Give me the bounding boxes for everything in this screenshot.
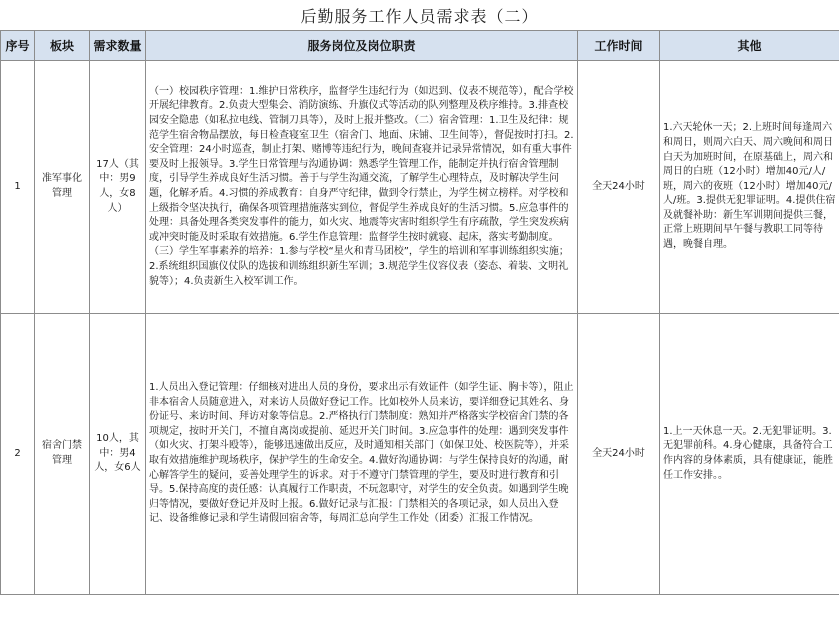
header-demand: 需求数量 (90, 31, 146, 61)
cell-duties[interactable]: （一）校园秩序管理：1.维护日常秩序，监督学生违纪行为（如迟到、仪表不规范等），配合学校开展纪律教育。2.负责大型集会、消防演练、升旗仪式等活动的队列整理及秩序维持。3.排查校园安全隐患（如私拉电线、管制刀具等），及时上报并整改。（二）宿舍管理：1.卫生及纪律：规范学生宿舍物品摆放，每日检查寝室卫生（宿舍门、地面、床铺、卫生间等），督促按时打扫。2.安全管理：24小时巡查，制止打架、赌博等违纪行为，晚间查寝并记录异常情况，如有重大事件要及时上报领导。3.学生日常管理与沟通协调：熟悉学生管理工作，能制定并执行宿舍管理制度，引导学生养成良好生活习惯。善于与学生沟通交流，了解学生心理特点，及时解决学生问题，化解矛盾。4.习惯的养成教育：自身严守纪律，做到令行禁止，为学生树立榜样。对学校和上级指令坚决执行，确保各项管理措施落实到位，督促学生养成良好的生活习惯。5.应急事件的处理：具备处理各类突发事件的能力，如火灾、地震等灾害时组织学生有序疏散，学生突发疾病或冲突时能及时采取有效措施。6.学生作息管理：监督学生按时就寝、起床，落实考勤制度。（三）学生军事素养的培养：1.参与学校“星火和青马团校”，学生的培训和军事训练组织实施；2.系统组织国旗仪仗队的选拔和训练组织新生军训；3.规范学生仪容仪表（姿态、着装、文明礼貌等）；4.负责新生入校军训工作。 (146, 61, 578, 314)
header-section: 板块 (35, 31, 90, 61)
cell-hours[interactable]: 全天24小时 (578, 314, 660, 595)
table-row (1, 61, 839, 314)
staff-demand-table (0, 30, 839, 595)
cell-section[interactable]: 准军事化管理 (35, 61, 90, 314)
sheet-title: 后勤服务工作人员需求表（二） (300, 6, 539, 26)
header-seq: 序号 (1, 31, 35, 61)
cell-seq[interactable]: 2 (1, 314, 35, 595)
header-duties: 服务岗位及岗位职责 (146, 31, 578, 61)
cell-demand[interactable]: 10人，其中：男4人，女6人 (90, 314, 146, 595)
cell-other[interactable]: 1.六天轮休一天；2.上班时间每逢周六和周日，则周六白天、周六晚间和周日白天为加班时间，在原基础上，周六和周日的白班（12小时）增加40元/人/班，周六的夜班（12小时）增加40元/人/班。3.提供无犯罪证明。4.提供住宿及就餐补助：新生军训期间提供三餐，正常上班期间早午餐与教职工同等待遇，晚餐自理。 (660, 61, 839, 314)
cell-section[interactable]: 宿舍门禁管理 (35, 314, 90, 595)
cell-other[interactable]: 1.上一天休息一天。2.无犯罪证明。3.无犯罪前科。4.身心健康，具备符合工作内容的身体素质，具有健康证，能胜任工作安排。。 (660, 314, 839, 595)
header-row (1, 31, 839, 61)
header-hours: 工作时间 (578, 31, 660, 61)
cell-seq[interactable]: 1 (1, 61, 35, 314)
table-row (1, 314, 839, 595)
cell-duties[interactable]: 1.人员出入登记管理：仔细核对进出人员的身份，要求出示有效证件（如学生证、胸卡等），阻止非本宿舍人员随意进入，对来访人员做好登记工作。比如校外人员来访，要详细登记其姓名、身份证号、来访时间、拜访对象等信息。2.严格执行门禁制度：熟知并严格落实学校宿舍门禁的各项规定，按时开关门，不擅自离岗或提前、延迟开关门时间。3.应急事件的处理：遇到突发事件（如火灾、打架斗殴等），能够迅速做出反应，及时通知相关部门（如保卫处、校医院等），并采取有效措施维护现场秩序，保护学生的生命安全。4.做好沟通协调：与学生保持良好的沟通，耐心解答学生的疑问，妥善处理学生的诉求。对于不遵守门禁管理的学生，要及时进行教育和引导。5.保持高度的责任感：认真履行工作职责，不玩忽职守，对学生的安全负责。如遇到学生晚归等情况，要做好登记并及时上报。6.做好记录与汇报：门禁相关的各项记录，如人员出入登记、设备维修记录和学生请假回宿舍等，每周汇总向学生工作处（团委）汇报工作情况。 (146, 314, 578, 595)
cell-demand[interactable]: 17人（其中：男9人，女8人） (90, 61, 146, 314)
header-other: 其他 (660, 31, 839, 61)
cell-hours[interactable]: 全天24小时 (578, 61, 660, 314)
